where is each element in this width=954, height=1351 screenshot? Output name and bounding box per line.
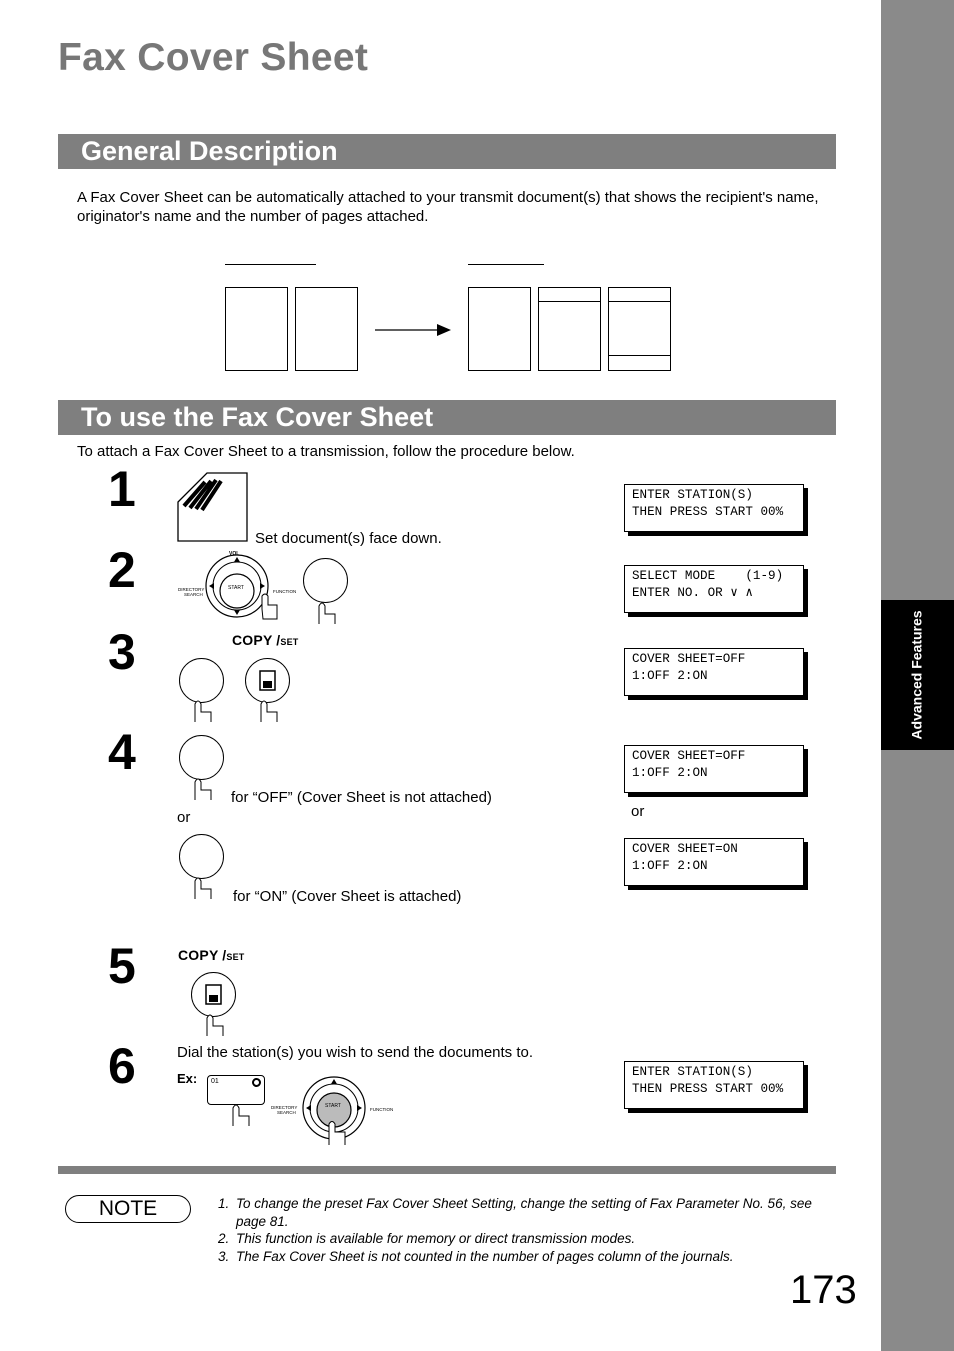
function-label: FUNCTION bbox=[273, 589, 297, 594]
finger-press-icon bbox=[188, 869, 216, 901]
directory-search-label: DIRECTORY SEARCH bbox=[271, 1105, 298, 1115]
arrow-right-icon bbox=[375, 322, 453, 338]
directory-search-label: DIRECTORY SEARCH bbox=[178, 587, 205, 597]
finger-press-icon bbox=[312, 594, 340, 626]
note-item: 3. The Fax Cover Sheet is not counted in the number of pages column of the journals. bbox=[218, 1248, 734, 1264]
one-touch-key-label: 01 bbox=[211, 1078, 219, 1085]
lcd-display: ENTER STATION(S) THEN PRESS START 00% bbox=[624, 1061, 804, 1109]
finger-press-icon bbox=[188, 770, 216, 802]
note-list bbox=[218, 1195, 836, 1265]
section-general-description bbox=[58, 134, 836, 169]
general-paragraph: A Fax Cover Sheet can be automatically attached to your transmit document(s) that shows the recipient's name, originator's name and the number of pages attached. bbox=[77, 189, 819, 225]
finger-press-icon bbox=[200, 1006, 228, 1038]
step4-off-text: for “OFF” (Cover Sheet is not attached) bbox=[231, 789, 492, 806]
use-intro: To attach a Fax Cover Sheet to a transmission, follow the procedure below. bbox=[77, 443, 575, 460]
document-feed-icon bbox=[177, 472, 249, 544]
step-number: 3 bbox=[108, 624, 136, 680]
document-page bbox=[538, 287, 601, 371]
step-number: 5 bbox=[108, 938, 136, 994]
note-label: NOTE bbox=[65, 1195, 191, 1223]
page-number: 173 bbox=[790, 1268, 857, 1312]
side-tab-label: Advanced Features bbox=[908, 610, 925, 740]
copy-set-label: COPY /SET bbox=[178, 947, 245, 963]
step4-on-text: for “ON” (Cover Sheet is attached) bbox=[233, 888, 462, 905]
lcd-display: ENTER STATION(S) THEN PRESS START 00% bbox=[624, 484, 804, 532]
lcd-display: COVER SHEET=ON 1:OFF 2:ON bbox=[624, 838, 804, 886]
section-to-use bbox=[58, 400, 836, 435]
start-label: START bbox=[325, 1103, 341, 1109]
diagram-label-line-left bbox=[225, 264, 316, 265]
diagram-label-line-right bbox=[468, 264, 544, 265]
document-page bbox=[225, 287, 288, 371]
note-item: 1. To change the preset Fax Cover Sheet Setting, change the setting of Fax Parameter No. 56, see page 81. bbox=[218, 1196, 812, 1229]
document-page bbox=[295, 287, 358, 371]
section-divider bbox=[58, 1166, 836, 1174]
document-page bbox=[608, 287, 671, 371]
step-number: 2 bbox=[108, 542, 136, 598]
step-number: 6 bbox=[108, 1038, 136, 1094]
finger-press-icon bbox=[226, 1096, 254, 1128]
ex-label: Ex: bbox=[177, 1071, 198, 1086]
cover-sheet-page bbox=[468, 287, 531, 371]
lcd-display: COVER SHEET=OFF 1:OFF 2:ON bbox=[624, 648, 804, 696]
start-key-panel-icon bbox=[301, 1072, 367, 1148]
copy-set-label: COPY /SET bbox=[232, 632, 299, 648]
finger-press-icon bbox=[254, 692, 282, 724]
step6-text: Dial the station(s) you wish to send the documents to. bbox=[177, 1044, 534, 1061]
or-label: or bbox=[631, 803, 645, 820]
start-label: START bbox=[228, 585, 244, 591]
page-title: Fax Cover Sheet bbox=[58, 36, 369, 79]
side-tab[interactable] bbox=[881, 600, 954, 750]
section-heading: To use the Fax Cover Sheet bbox=[81, 402, 434, 432]
or-label: or bbox=[177, 809, 191, 826]
function-label: FUNCTION bbox=[370, 1107, 394, 1112]
lcd-display: SELECT MODE (1-9) ENTER NO. OR ∨ ∧ bbox=[624, 565, 804, 613]
copy-set-icon bbox=[259, 670, 277, 692]
step-number: 4 bbox=[108, 724, 136, 780]
step1-text: Set document(s) face down. bbox=[255, 530, 442, 547]
copy-set-icon bbox=[205, 984, 223, 1006]
note-item: 2. This function is available for memory or direct transmission modes. bbox=[218, 1231, 636, 1246]
led-icon bbox=[252, 1078, 261, 1087]
step-number: 1 bbox=[108, 461, 136, 517]
finger-press-icon bbox=[188, 692, 216, 724]
section-heading: General Description bbox=[81, 136, 338, 166]
vol-label: VOL bbox=[229, 551, 240, 557]
lcd-display: COVER SHEET=OFF 1:OFF 2:ON bbox=[624, 745, 804, 793]
